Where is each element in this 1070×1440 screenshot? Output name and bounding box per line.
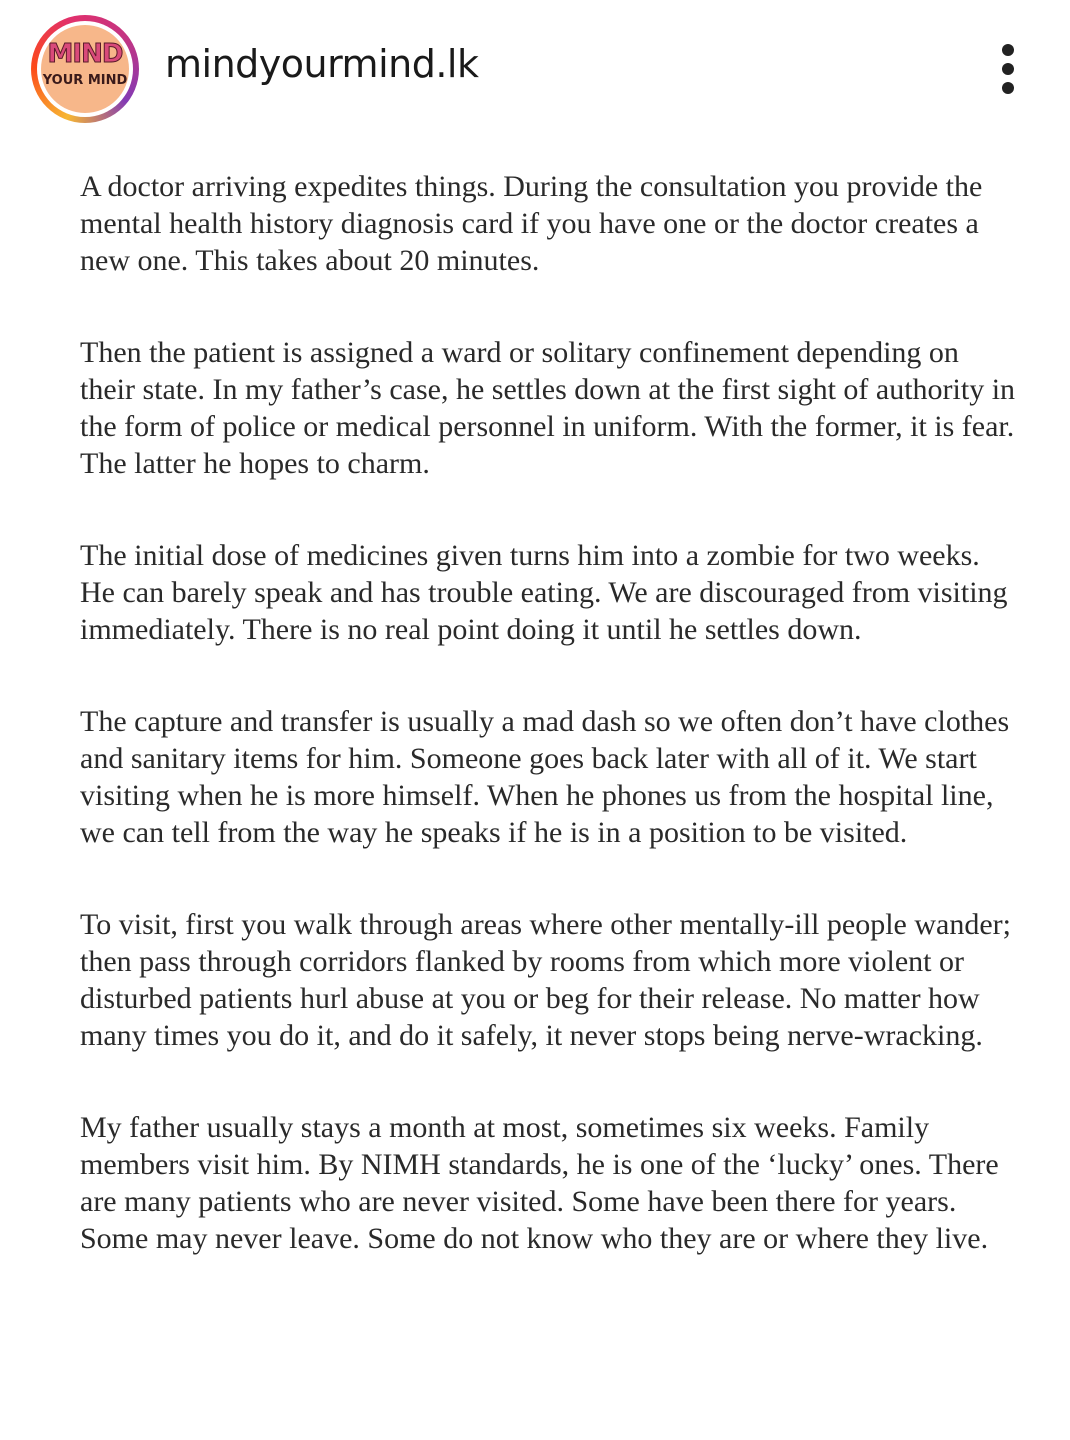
post-body bbox=[80, 168, 1020, 1312]
avatar[interactable] bbox=[37, 21, 133, 117]
post-header bbox=[0, 0, 1070, 140]
paragraph: A doctor arriving expedites things. During the consultation you provide the mental health history diagnosis card if you have one or the doctor creates a new one. This takes about 20 minutes. bbox=[80, 170, 983, 277]
more-dot bbox=[1002, 44, 1014, 56]
logo-text-mind: MIND bbox=[47, 39, 123, 69]
paragraph: The capture and transfer is usually a mad dash so we often don’t have clothes and sanitary items for him. Someone goes back later with all of it. We start visiting when he is more himself. When he phones us from the hospital line, we can tell from the way he speaks if he is in a position to be visited. bbox=[80, 705, 1010, 849]
more-options-icon[interactable] bbox=[995, 44, 1021, 94]
logo-text-your-mind: YOUR MIND bbox=[42, 73, 128, 88]
paragraph: The initial dose of medicines given turns him into a zombie for two weeks. He can barely speak and has trouble eating. We are discouraged from visiting immediately. There is no real point doing it until he settles down. bbox=[80, 539, 1008, 646]
username[interactable]: mindyourmind.lk bbox=[165, 42, 479, 86]
logo-image bbox=[41, 25, 129, 113]
more-dot bbox=[1002, 82, 1014, 94]
paragraph: To visit, first you walk through areas where other mentally-ill people wander; then pass through corridors flanked by rooms from which more violent or disturbed patients hurl abuse at you or beg for their release. No matter how many times you do it, and do it safely, it never stops being nerve-wracking. bbox=[80, 908, 1011, 1052]
paragraph: Then the patient is assigned a ward or solitary confinement depending on their state. In my father’s case, he settles down at the first sight of authority in the form of police or medical personnel in uniform. With the former, it is fear. The latter he hopes to charm. bbox=[80, 336, 1016, 480]
story-ring[interactable] bbox=[31, 15, 139, 123]
more-dot bbox=[1002, 63, 1014, 75]
paragraph: My father usually stays a month at most, sometimes six weeks. Family members visit him. By NIMH standards, he is one of the ‘lucky’ ones. There are many patients who are never visited. Some have been there for years. Some may never leave. Some do not know who they are or where they live. bbox=[80, 1111, 999, 1255]
